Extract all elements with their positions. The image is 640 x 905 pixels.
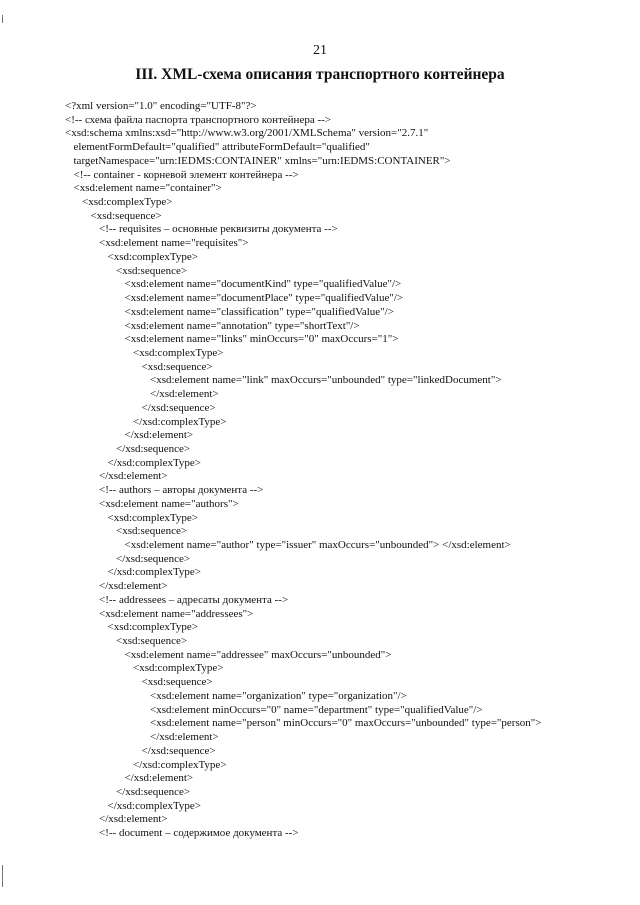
code-line: </xsd:sequence> [116,442,191,455]
code-line: <xsd:sequence> [116,264,188,277]
code-line: <xsd:complexType> [107,250,198,263]
code-line: <xsd:complexType> [107,511,198,524]
code-line: </xsd:sequence> [141,401,216,414]
code-line: <?xml version="1.0" encoding="UTF-8"?> [65,100,257,112]
xml-schema-code-block [65,100,635,841]
code-line: targetNamespace="urn:IEDMS:CONTAINER" xmlns="urn:IEDMS:CONTAINER"> [73,154,451,167]
code-line: </xsd:complexType> [107,566,202,579]
code-line: <xsd:complexType> [133,346,224,359]
code-line: <xsd:element name="links" minOccurs="0" maxOccurs="1"> [124,333,399,346]
code-line: <xsd:schema xmlns:xsd="http://www.w3.org/2001/XMLSchema" version="2.7.1" [65,127,429,140]
code-line: </xsd:complexType> [107,799,202,812]
code-line: <!-- requisites – основные реквизиты документа --> [99,223,338,236]
code-line: <!-- схема файла паспорта транспортного контейнера --> [65,113,331,126]
code-line: <xsd:element name="container"> [73,182,222,195]
code-line: <!-- authors – авторы документа --> [99,484,264,497]
code-line: <xsd:complexType> [82,196,173,209]
code-line: <xsd:element name="documentKind" type="qualifiedValue"/> [124,278,402,291]
section-title: III. XML-схема описания транспортного контейнера [135,66,505,83]
code-line: <xsd:element name="documentPlace" type="qualifiedValue"/> [124,292,404,305]
code-line: <xsd:element name="author" type="issuer" maxOccurs="unbounded"> </xsd:element> [124,539,511,551]
code-line: <!-- document – содержимое документа --> [99,827,299,840]
code-line: <xsd:sequence> [116,635,188,648]
code-line: <xsd:element name="requisites"> [99,237,249,250]
code-line: </xsd:element> [150,388,219,401]
code-line: </xsd:complexType> [133,415,227,428]
code-line: <xsd:element name="authors"> [99,497,239,510]
code-line: </xsd:sequence> [141,744,216,757]
code-line: </xsd:element> [99,470,168,483]
code-line: <xsd:element name="person" minOccurs="0" maxOccurs="unbounded" type="person"> [150,717,542,730]
code-line: <!-- addressees – адресаты документа --> [99,593,289,606]
code-line: <xsd:complexType> [107,621,198,634]
page-number: 21 [313,43,327,58]
code-line: <xsd:sequence> [141,676,213,689]
code-line: </xsd:element> [124,429,194,442]
code-line: <xsd:element name="classification" type="qualifiedValue"/> [124,305,394,318]
scan-edge-mark [2,15,3,23]
code-line: <!-- container - корневой элемент контейнера --> [73,168,299,181]
code-line: </xsd:sequence> [116,785,191,798]
code-line: <xsd:element name="addressee" maxOccurs="unbounded"> [124,648,392,661]
code-line: <xsd:element name="organization" type="organization"/> [150,689,407,702]
code-line: </xsd:element> [99,580,168,593]
code-line: </xsd:sequence> [116,552,191,565]
code-line: </xsd:element> [150,731,219,744]
code-line: </xsd:element> [124,772,194,785]
scan-edge-mark [2,865,3,887]
code-line: <xsd:element minOccurs="0" name="department" type="qualifiedValue"/> [150,703,483,716]
code-line: <xsd:complexType> [133,662,224,675]
code-line: </xsd:element> [99,813,168,826]
code-line: </xsd:complexType> [133,758,227,771]
code-line: <xsd:element name="link" maxOccurs="unbounded" type="linkedDocument"> [150,374,502,387]
code-line: elementFormDefault="qualified" attributeFormDefault="qualified" [73,141,370,154]
code-line: <xsd:element name="addressees"> [99,607,254,620]
code-line: <xsd:sequence> [116,525,188,538]
code-line: <xsd:element name="annotation" type="shortText"/> [124,319,360,332]
code-line: <xsd:sequence> [141,360,213,373]
code-line: <xsd:sequence> [90,209,162,222]
code-line: </xsd:complexType> [107,456,202,469]
